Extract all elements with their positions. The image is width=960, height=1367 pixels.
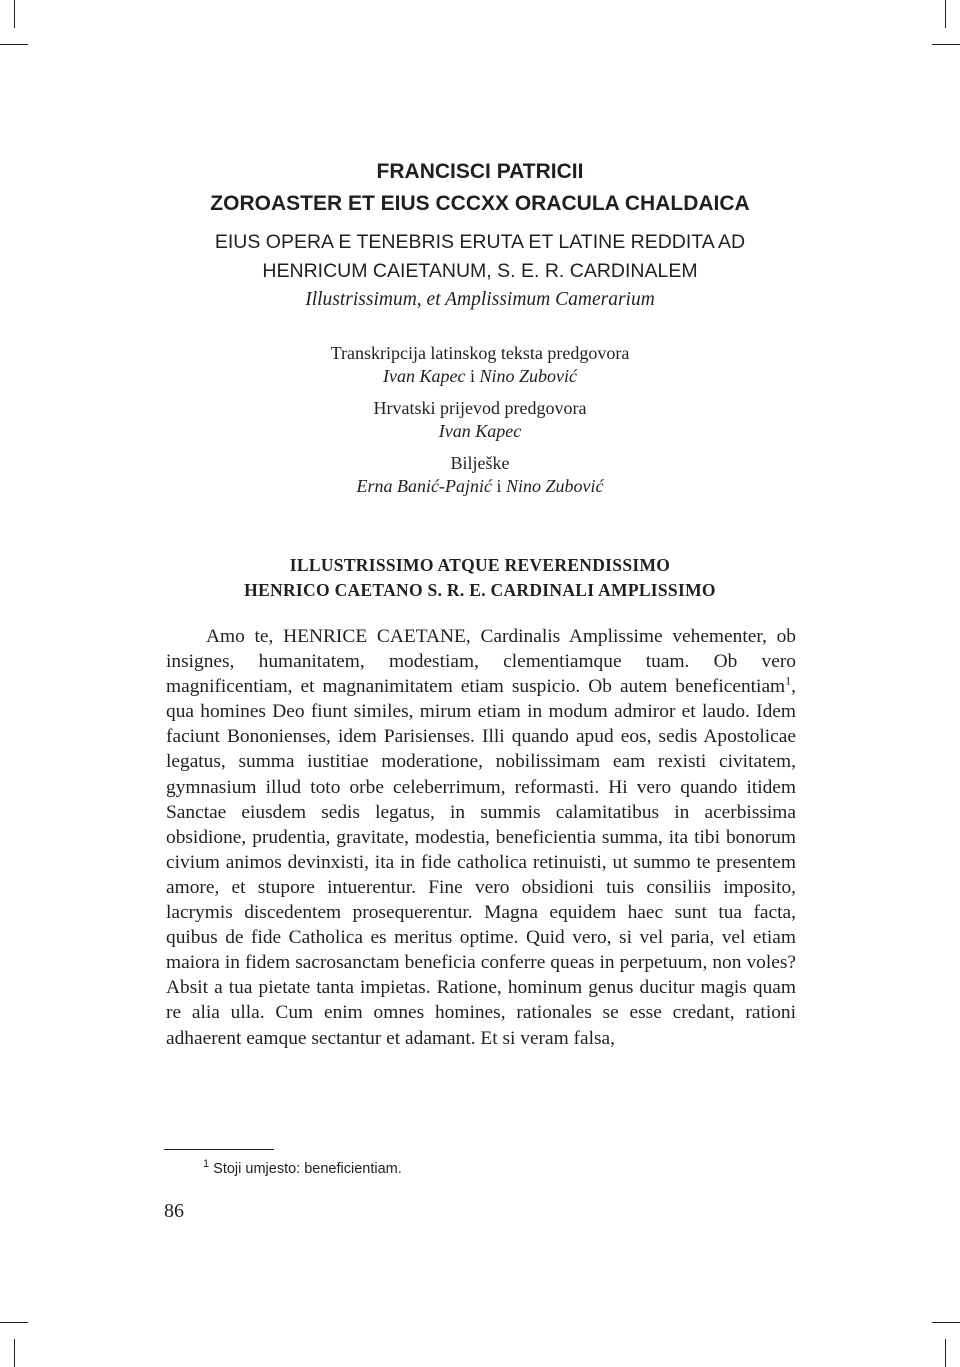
credit-role: Transkripcija latinskog teksta predgovora: [330, 343, 630, 363]
footnote-divider: [164, 1149, 274, 1150]
dedication-block: [140, 553, 820, 603]
title-line-2: ZOROASTER ET EIUS CCCXX ORACULA CHALDAICA: [210, 192, 750, 215]
subtitle-line-2: HENRICUM CAIETANUM, S. E. R. CARDINALEM: [262, 260, 698, 282]
body-paragraph: [166, 624, 796, 1051]
credit-conjunction: i: [465, 366, 480, 386]
body-text-part-2: , qua homines Deo fiunt similes, mirum etiam in modum admiror et laudo. Idem faciunt Bononienses, idem Parisienses. Illi quando apud eos, sedis Apostolicae legatus, summa iustitiae moderatione, nobilissimam eam rexisti civitatem, gymnasium illud toto orbe celeberrimum, reformasti. Hi vero quando itidem Sanctae eiusdem sedis legatus, in summis calamitatibus in acerbissima obsidione, prudentia, gravitate, modestia, beneficientia summa, ita tibi bonorum civium animos devinxisti, ita in fide catholica retinuisti, ut summo te presentem amore, et stupore intuerentur. Fine vero obsidioni tuis consiliis imposito, lacrymis discedentem prosequerentur. Magna equidem haec sunt tua facta, quibus de fide Catholica es meritus optime. Quid vero, si vel paria, vel etiam maiora in fidem sacrosanctam beneficia conferre queas in perpetuum, non voles? Absit a tua pietate tanta impietas. Ratione, hominum genus ducitur magis quam re alia ulla. Cum enim omnes homines, rationales se esse credant, rationi adhaerent eamque sectantur et adamant. Et si veram falsa,: [166, 676, 796, 1049]
subtitle-line-1: EIUS OPERA E TENEBRIS ERUTA ET LATINE REDDITA AD: [214, 231, 746, 253]
credit-name: Nino Zubović: [505, 476, 604, 496]
credit-name: Erna Banić-Pajnić: [356, 476, 492, 496]
credit-role: Bilješke: [450, 453, 510, 473]
credit-conjunction: i: [491, 476, 506, 496]
crop-mark: [932, 44, 960, 45]
page-number: 86: [164, 1200, 184, 1222]
crop-mark: [0, 1322, 28, 1323]
crop-mark: [945, 1339, 946, 1367]
subtitle-line-3: Illustrissimum, et Amplissimum Camerarium: [305, 289, 655, 310]
footnote: [203, 1154, 402, 1179]
crop-mark: [14, 0, 15, 28]
crop-mark: [14, 1339, 15, 1367]
dedication-line-1: ILLUSTRISSIMO ATQUE REVERENDISSIMO: [289, 555, 671, 575]
credit-name: Ivan Kapec: [383, 366, 466, 386]
footnote-number: 1: [203, 1158, 210, 1170]
crop-mark: [945, 0, 946, 28]
dedication-line-2: HENRICO CAETANO S. R. E. CARDINALI AMPLISSIMO: [244, 580, 716, 600]
title-line-1: FRANCISCI PATRICII: [376, 160, 584, 183]
credit-role: Hrvatski prijevod predgovora: [373, 398, 587, 418]
footnote-text: Stoji umjesto: beneficientiam.: [209, 1160, 402, 1177]
subtitle-block: [140, 228, 820, 314]
credit-name: Ivan Kapec: [438, 421, 522, 441]
credit-transcription: [140, 342, 820, 388]
credit-notes: [140, 452, 820, 498]
body-text-part-1: Amo te, HENRICE CAETANE, Cardinalis Amplissime vehementer, ob insignes, humanitatem, modestiam, clementiamque tuam. Ob vero magnificentiam, et magnanimitatem etiam suspicio. Ob autem beneficentiam: [166, 626, 796, 698]
crop-mark: [0, 44, 28, 45]
credit-translation: [140, 397, 820, 443]
footnote-reference[interactable]: 1: [785, 673, 792, 688]
credit-name: Nino Zubović: [479, 366, 577, 386]
crop-mark: [932, 1322, 960, 1323]
title-block: [140, 156, 820, 220]
